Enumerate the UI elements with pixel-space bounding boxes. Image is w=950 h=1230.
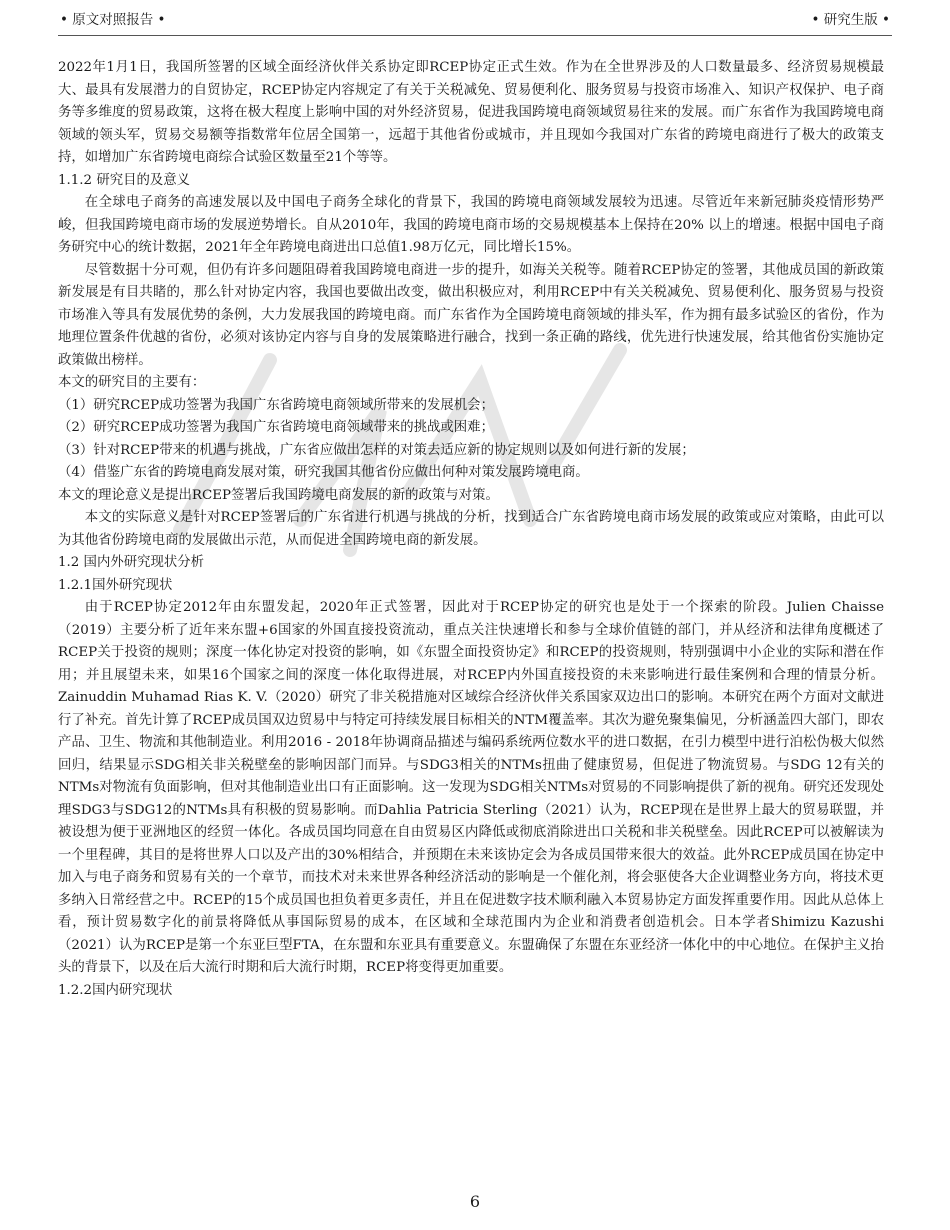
list-item-objective-4: （4）借鉴广东省的跨境电商发展对策，研究我国其他省份应做出何种对策发展跨境电商。 [58, 465, 589, 480]
document-body [58, 57, 884, 1002]
paragraph-practical-significance: 本文的实际意义是针对RCEP签署后的广东省进行机遇与挑战的分析，找到适合广东省跨境电商市场发展的政策或应对策略，由此可以为其他省份跨境电商的发展做出示范，从而促进全国跨境电商的新发展。 [58, 510, 884, 548]
paragraph-rcep-intro: 2022年1月1日，我国所签署的区域全面经济伙伴关系协定即RCEP协定正式生效。作为在全世界涉及的人口数量最多、经济贸易规模最大、最具有发展潜力的自贸协定，RCEP协定内容规定了有关于关税减免、贸易便利化、服务贸易与投资市场准入、知识产权保护、电子商务等多维度的贸易政策，这将在极大程度上影响中国的对外经济贸易，促进我国跨境电商领域贸易往来的发展。而广东省作为我国跨境电商领域的领头军，贸易交易额等指数常年位居全国第一，远超于其他省份或城市，并且现如今我国对广东省的跨境电商进行了极大的政策支持，如增加广东省跨境电商综合试验区数量至21个等等。 [58, 60, 884, 165]
paragraph-foreign-research: 由于RCEP协定2012年由东盟发起，2020年正式签署，因此对于RCEP协定的研究也是处于一个探索的阶段。Julien Chaisse（2019）主要分析了近年来东盟+6国家的外国直接投资流动，重点关注快速增长和参与全球价值链的部门，并从经济和法律角度概述了RCEP关于投资的规则；深度一体化协定对投资的影响，如《东盟全面投资协定》和RCEP的投资规则，特别强调中小企业的实际和潜在作用；并且展望未来，如果16个国家之间的深度一体化取得进展，对RCEP内外国直接投资的未来影响进行最佳案例和合理的情景分析。Zainuddin Muhamad Rias K. V.（2020）研究了非关税措施对区域综合经济伙伴关系国家双边出口的影响。本研究在两个方面对文献进行了补充。首先计算了RCEP成员国双边贸易中与特定可持续发展目标相关的NTM覆盖率。其次为避免聚集偏见，分析涵盖四大部门，即农产品、卫生、物流和其他制造业。利用2016 - 2018年协调商品描述与编码系统两位数水平的进口数据，在引力模型中进行泊松伪极大似然回归，结果显示SDG相关非关税壁垒的影响因部门而异。与SDG3相关的NTMs扭曲了健康贸易，但促进了物流贸易。与SDG 12有关的NTMs对物流有负面影响，但对其他制造业出口有正面影响。这一发现为SDG相关NTMs对贸易的不同影响提供了新的视角。研究还发现处理SDG3与SDG12的NTMs具有积极的贸易影响。而Dahlia Patricia Sterling（2021）认为，RCEP现在是世界上最大的贸易联盟，并被设想为便于亚洲地区的经贸一体化。各成员国均同意在自由贸易区内降低或彻底消除进出口关税和非关税壁垒。因此RCEP可以被解读为一个里程碑，其目的是将世界人口以及产出的30%相结合，并预期在未来该协定会为各成员国带来很大的效益。此外RCEP成员国在协定中加入与电子商务和贸易有关的一个章节，而技术对未来世界各种经济活动的影响是一个催化剂，将会驱使各大企业调整业务方向，将技术更多纳入日常经营之中。RCEP的15个成员国也担负着更多责任，并且在促进数字技术顺利融入本贸易协定方面发挥重要作用。因此从总体上看，预计贸易数字化的前景将降低从事国际贸易的成本，在区域和全球范围内为企业和消费者创造机会。日本学者Shimizu Kazushi（2021）认为RCEP是第一个东亚巨型FTA，在东盟和东亚具有重要意义。东盟确保了东盟在东亚经济一体化中的中心地位。在保护主义抬头的背景下，以及在后大流行时期和后大流行时期，RCEP将变得更加重要。 [58, 600, 884, 975]
header-report-label: • 原文对照报告 • [60, 12, 166, 28]
page-header [60, 8, 890, 32]
paragraph-challenges: 尽管数据十分可观，但仍有许多问题阻碍着我国跨境电商进一步的提升，如海关关税等。随着RCEP协定的签署，其他成员国的新政策新发展是有目共睹的，那么针对协定内容，我国也要做出改变，做出积极应对，利用RCEP中有关关税减免、贸易便利化、服务贸易与投资市场准入等具有发展优势的条例，大力发展我国的跨境电商。而广东省作为全国跨境电商领域的排头军，作为拥有最多试验区的省份，作为地理位置条件优越的省份，必须对该协定内容与自身的发展策略进行融合，找到一条正确的路线，优先进行快速发展，给其他省份实施协定政策做出榜样。 [58, 262, 884, 368]
section-heading-1-1-2: 1.1.2 研究目的及意义 [58, 172, 191, 188]
list-item-objective-1: （1）研究RCEP成功签署为我国广东省跨境电商领域所带来的发展机会； [58, 397, 494, 413]
section-heading-1-2-2: 1.2.2国内研究现状 [58, 982, 173, 998]
paragraph-objectives-intro: 本文的研究目的主要有： [58, 375, 206, 390]
section-heading-1-2-1: 1.2.1国外研究现状 [58, 577, 173, 593]
list-item-objective-2: （2）研究RCEP成功签署为我国广东省跨境电商领域带来的挑战或困难； [58, 420, 494, 435]
paragraph-background: 在全球电子商务的高速发展以及中国电子商务全球化的背景下，我国的跨境电商领域发展较为迅速。尽管近年来新冠肺炎疫情形势严峻，但我国跨境电商市场的发展逆势增长。自从2010年，我国的跨境电商市场的交易规模基本上保持在20% 以上的增速。根据中国电子商务研究中心的统计数据，2021年全年跨境电商进出口总值1.98万亿元，同比增长15%。 [58, 195, 884, 255]
paragraph-theoretical-significance: 本文的理论意义是提出RCEP签署后我国跨境电商发展的新的政策与对策。 [58, 487, 499, 503]
section-heading-1-2: 1.2 国内外研究现状分析 [58, 555, 205, 570]
header-divider [58, 35, 892, 36]
header-edition-label: • 研究生版 • [811, 12, 890, 28]
page-number: 6 [469, 1192, 481, 1211]
list-item-objective-3: （3）针对RCEP带来的机遇与挑战，广东省应做出怎样的对策去适应新的协定规则以及如何进行新的发展； [58, 442, 695, 458]
